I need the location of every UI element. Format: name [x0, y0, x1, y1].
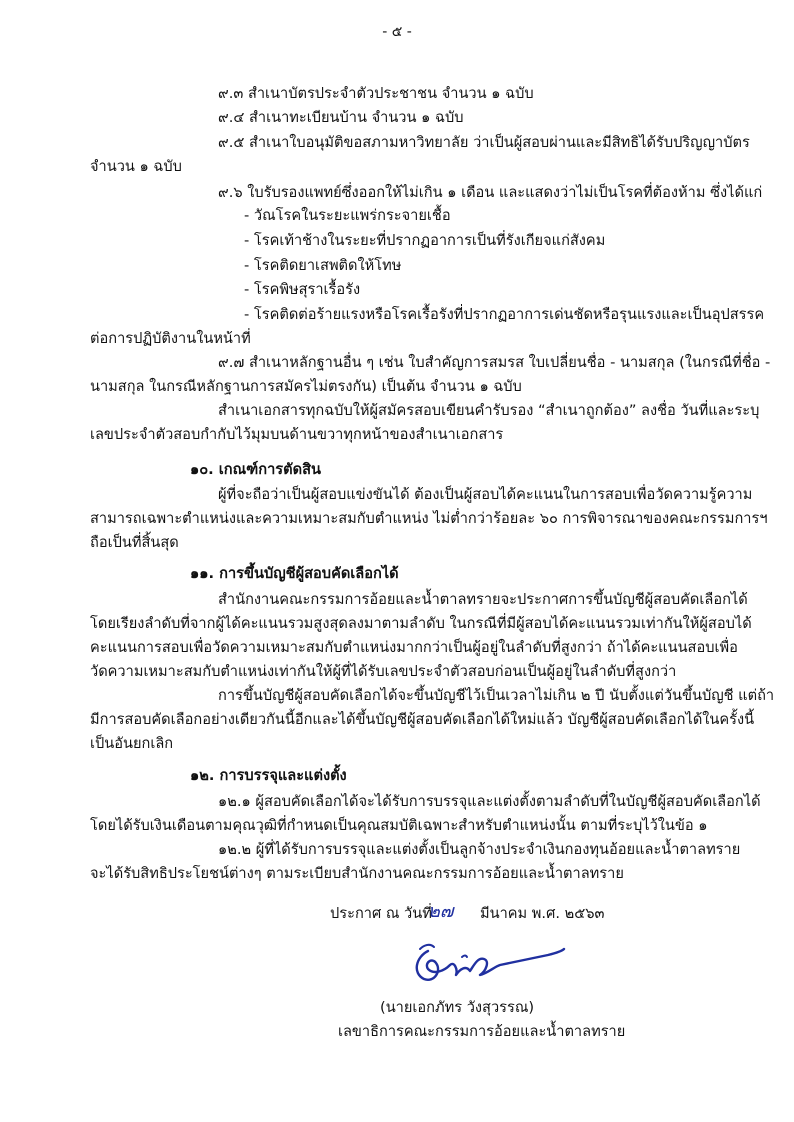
item-9-5-line2: จำนวน ๑ ฉบับ — [90, 158, 182, 175]
certify-line1: สำเนาเอกสารทุกฉบับให้ผู้สมัครสอบเขียนคำรับรอง “สำเนาถูกต้อง” ลงชื่อ วันที่และระบุ — [218, 402, 760, 419]
disease-item: - วัณโรคในระยะแพร่กระจายเชื้อ — [244, 207, 451, 224]
disease-continuation: ต่อการปฏิบัติงานในหน้าที่ — [90, 330, 251, 347]
section-11-p1-line4: วัดความเหมาะสมกับตำแหน่งเท่ากันให้ผู้ที่ได้รับเลขประจำตัวสอบก่อนเป็นผู้อยู่ในลำดับที่สูงกว่า — [90, 663, 677, 680]
section-11-p1-line3: คะแนนการสอบเพื่อวัดความเหมาะสมกับตำแหน่งมากกว่าเป็นผู้อยู่ในลำดับที่สูงกว่า ถ้าได้คะแนนสอบเพื่อ — [90, 639, 738, 656]
section-11-p1-line1: สำนักงานคณะกรรมการอ้อยและน้ำตาลทรายจะประกาศการขึ้นบัญชีผู้สอบคัดเลือกได้ — [218, 591, 748, 608]
section-11-p1-line2: โดยเรียงลำดับที่จากผู้ได้คะแนนรวมสูงสุดลงมาตามลำดับ ในกรณีที่มีผู้สอบได้คะแนนรวมเท่ากันให้ผู้สอบได้ — [90, 615, 752, 632]
page-number: - ๕ - — [382, 24, 412, 40]
section-10-heading: ๑๐. เกณฑ์การตัดสิน — [190, 461, 321, 478]
item-12-1-line1: ๑๒.๑ ผู้สอบคัดเลือกได้จะได้รับการบรรจุและแต่งตั้งตามลำดับที่ในบัญชีผู้สอบคัดเลือกได้ — [218, 793, 761, 810]
handwritten-day: ๒๗ — [428, 901, 454, 922]
section-11-p2-line2: มีการสอบคัดเลือกอย่างเดียวกันนี้อีกและได้ขึ้นบัญชีผู้สอบคัดเลือกได้ใหม่แล้ว บัญชีผู้สอบคัดเลือกได้ในครั้งนี้ — [90, 711, 755, 728]
section-11-p2-line1: การขึ้นบัญชีผู้สอบคัดเลือกได้จะขึ้นบัญชีไว้เป็นเวลาไม่เกิน ๒ ปี นับตั้งแต่วันขึ้นบัญชี แต่ถ้า — [218, 687, 775, 704]
announcement-suffix: มีนาคม พ.ศ. ๒๕๖๓ — [480, 905, 605, 922]
item-12-2-line1: ๑๒.๒ ผู้ที่ได้รับการบรรจุและแต่งตั้งเป็นลูกจ้างประจำเงินกองทุนอ้อยและน้ำตาลทราย — [218, 841, 741, 858]
item-12-2-line2: จะได้รับสิทธิประโยชน์ต่างๆ ตามระเบียบสำนักงานคณะกรรมการอ้อยและน้ำตาลทราย — [90, 865, 624, 882]
section-12-heading: ๑๒. การบรรจุและแต่งตั้ง — [190, 767, 347, 784]
disease-item: - โรคเท้าช้างในระยะที่ปรากฏอาการเป็นที่รังเกียจแก่สังคม — [244, 232, 606, 249]
announcement-prefix: ประกาศ ณ วันที่ — [330, 905, 432, 922]
section-11-p2-line3: เป็นอันยกเลิก — [90, 735, 174, 752]
item-9-4: ๙.๔ สำเนาทะเบียนบ้าน จำนวน ๑ ฉบับ — [218, 109, 464, 126]
item-12-1-line2: โดยได้รับเงินเดือนตามคุณวุฒิที่กำหนดเป็นคุณสมบัติเฉพาะสำหรับตำแหน่งนั้น ตามที่ระบุไว้ในข้อ ๑ — [90, 817, 708, 834]
item-9-7-line1: ๙.๗ สำเนาหลักฐานอื่น ๆ เช่น ใบสำคัญการสมรส ใบเปลี่ยนชื่อ - นามสกุล (ในกรณีที่ชื่อ - — [218, 354, 771, 371]
section-11-heading: ๑๑. การขึ้นบัญชีผู้สอบคัดเลือกได้ — [190, 565, 399, 582]
signature-image — [398, 935, 568, 995]
section-10-line3: ถือเป็นที่สิ้นสุด — [90, 534, 179, 551]
disease-item: - โรคพิษสุราเรื้อรัง — [244, 281, 361, 298]
signatory-name: (นายเอกภัทร วังสุวรรณ) — [380, 999, 535, 1016]
item-9-5-line1: ๙.๕ สำเนาใบอนุมัติขอสภามหาวิทยาลัย ว่าเป็นผู้สอบผ่านและมีสิทธิได้รับปริญญาบัตร — [218, 134, 750, 151]
item-9-7-line2: นามสกุล ในกรณีหลักฐานการสมัครไม่ตรงกัน) เป็นต้น จำนวน ๑ ฉบับ — [90, 378, 522, 395]
disease-item: - โรคติดต่อร้ายแรงหรือโรคเรื้อรังที่ปรากฏอาการเด่นชัดหรือรุนแรงและเป็นอุปสรรค — [244, 306, 765, 323]
item-9-6: ๙.๖ ใบรับรองแพทย์ซึ่งออกให้ไม่เกิน ๑ เดือน และแสดงว่าไม่เป็นโรคที่ต้องห้าม ซึ่งได้แก่ — [218, 184, 763, 201]
section-10-line2: สามารถเฉพาะตำแหน่งและความเหมาะสมกับตำแหน่ง ไม่ต่ำกว่าร้อยละ ๖๐ การพิจารณาของคณะกรรมการฯ — [90, 510, 768, 527]
signatory-title: เลขาธิการคณะกรรมการอ้อยและน้ำตาลทราย — [338, 1023, 626, 1040]
section-10-line1: ผู้ที่จะถือว่าเป็นผู้สอบแข่งขันได้ ต้องเป็นผู้สอบได้คะแนนในการสอบเพื่อวัดความรู้ความ — [218, 486, 753, 503]
disease-item: - โรคติดยาเสพติดให้โทษ — [244, 257, 402, 274]
certify-line2: เลขประจำตัวสอบกำกับไว้มุมบนด้านขวาทุกหน้าของสำเนาเอกสาร — [90, 426, 504, 443]
item-9-3: ๙.๓ สำเนาบัตรประจำตัวประชาชน จำนวน ๑ ฉบับ — [218, 85, 534, 102]
